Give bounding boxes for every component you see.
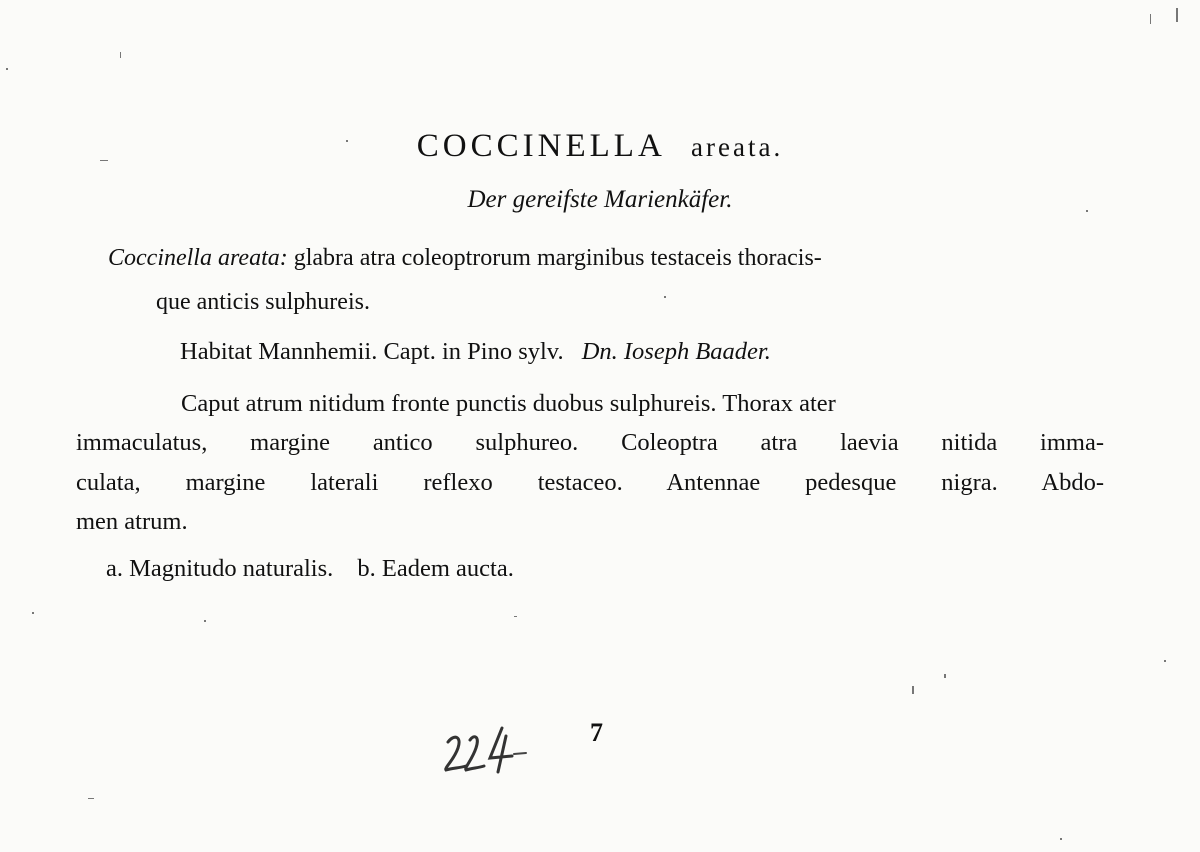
title-genus: COCCINELLA: [416, 128, 666, 164]
paper-speck: [664, 296, 666, 298]
description-line: immaculatus, margine antico sulphureo. Coleoptra atra laevia nitida imma-: [76, 429, 1104, 456]
paper-speck: [346, 140, 348, 142]
habitat-line: [180, 338, 1130, 366]
figure-legend: [106, 555, 514, 583]
diagnosis-lead: Coccinella areata:: [108, 245, 288, 271]
handwritten-plate-number: [440, 718, 535, 778]
page-title: [0, 128, 1200, 165]
paper-speck: [1086, 210, 1088, 212]
figure-a-label: a. Magnitudo naturalis.: [106, 555, 334, 582]
title-species: areata.: [691, 132, 784, 162]
description-line: culata, margine laterali reflexo testaceo. Antennae pedesque nigra. Abdo-: [76, 469, 1104, 496]
diagnosis-text: glabra atra coleoptrorum marginibus testaceis thoracis-: [293, 245, 822, 271]
paper-speck: [204, 620, 206, 622]
paper-speck: [1150, 14, 1151, 24]
paper-speck: [6, 68, 8, 70]
collector-name: Dn. Ioseph Baader.: [581, 338, 771, 365]
paper-speck: [1164, 660, 1166, 662]
paper-speck: [120, 52, 121, 58]
paper-speck: [100, 160, 108, 161]
paper-speck: [514, 616, 517, 617]
diagnosis-line-2: que anticis sulphureis.: [156, 289, 370, 315]
paper-speck: [912, 686, 914, 694]
paper-speck: [944, 674, 946, 678]
diagnosis-line-1: [108, 236, 1108, 280]
german-subtitle: Der gereifste Marienkäfer.: [467, 186, 733, 213]
habitat-text: Habitat Mannhemii. Capt. in Pino sylv.: [180, 338, 564, 365]
paper-speck: [1060, 838, 1062, 840]
diagnosis: [108, 236, 1108, 324]
figure-b-label: b. Eadem aucta.: [357, 555, 514, 582]
paper-speck: [88, 798, 94, 799]
page-number: 7: [590, 718, 603, 747]
paper-speck: [32, 612, 34, 614]
description-line: men atrum.: [76, 508, 188, 535]
description-line: Caput atrum nitidum fronte punctis duobus sulphureis. Thorax ater: [181, 390, 836, 417]
paper-speck: [1176, 8, 1178, 22]
